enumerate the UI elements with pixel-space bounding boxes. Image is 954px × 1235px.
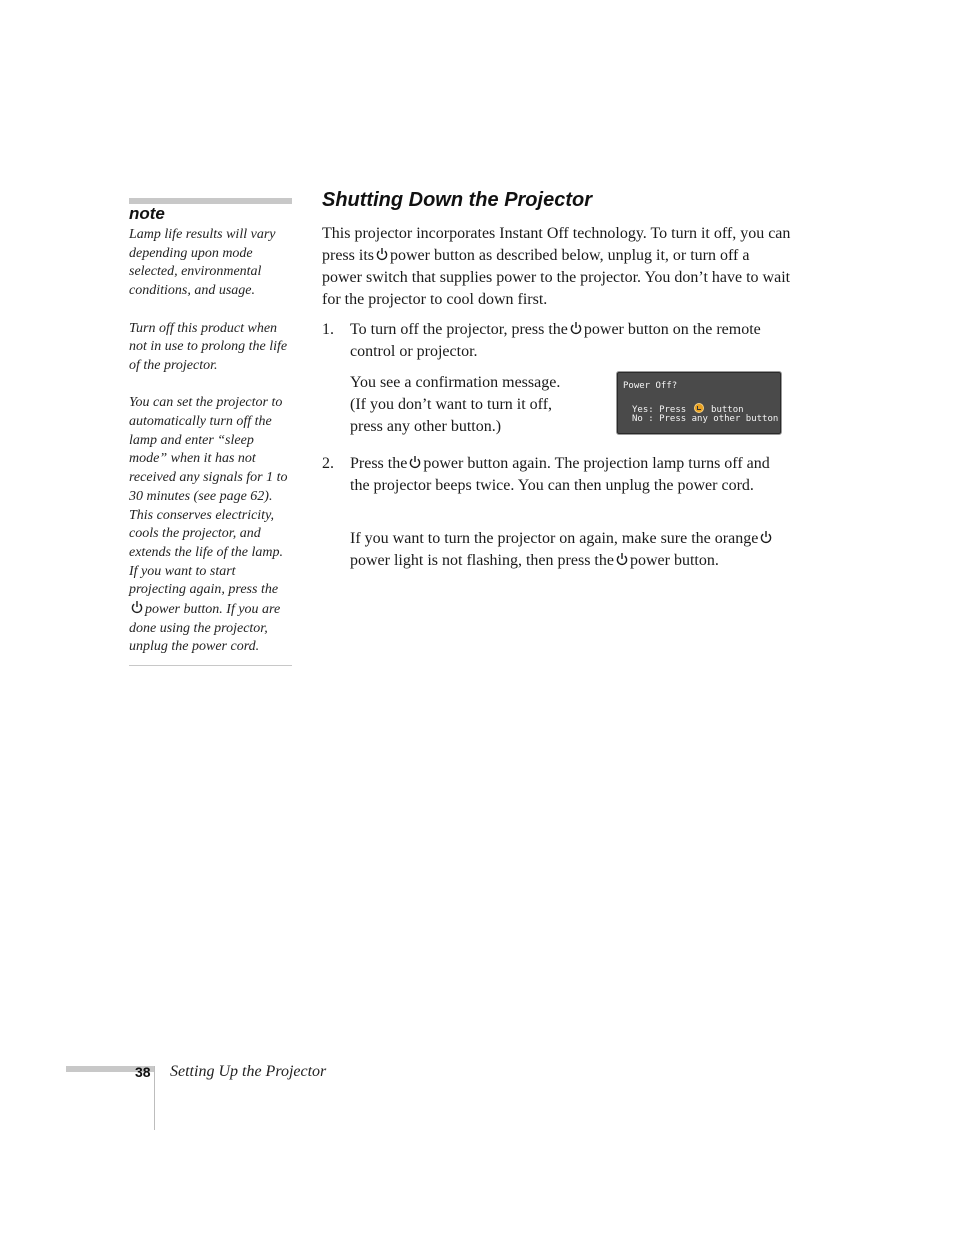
screen-no-line: No : Press any other button [632,414,779,424]
note-paragraph: You can set the projector to automatically turn off the lamp and enter “sleep mode” when it has not received any signals for 1 to 30 minutes (see page 62). This conserves electricity, cools the projector, and extends the life of the lamp. If you want to start projecting again, press thepower button. If you are done using the projector, unplug the power cord. [129,395,288,655]
power-icon [570,321,582,335]
power-icon [409,455,421,469]
step-text: To turn off the projector, press the power button on the remote control or projector. [350,321,761,360]
section-heading: Shutting Down the Projector [322,189,592,211]
power-off-confirmation-screen [616,371,782,435]
step-number: 2. [322,455,334,472]
step-number: 1. [322,321,334,338]
footer-section-name: Setting Up the Projector [170,1063,327,1080]
power-icon [131,600,143,614]
confirmation-paragraph: You see a confirmation message. (If you don’t want to turn it off, press any other button.) [350,374,561,435]
note-paragraph: Lamp life results will vary depending upon mode selected, environmental conditions, and usage. [129,227,276,299]
screen-title: Power Off? [623,381,678,391]
power-icon [376,247,388,261]
note-title: note [129,204,165,223]
step-2 [322,453,792,497]
note-body [129,226,294,657]
step-1 [322,319,792,363]
enter-button-icon [694,403,704,413]
power-icon [760,530,772,544]
step-text: Press the power button again. The projection lamp turns off and the projector beeps twice. You can then unplug the power cord. [350,455,770,494]
restart-paragraph: If you want to turn the projector on again, make sure the orangepower light is not flashing, then press the power button. [350,528,792,572]
page-number: 38 [135,1064,151,1080]
note-bottom-rule [129,665,292,666]
power-icon [616,552,628,566]
footer-vertical-rule [154,1066,155,1130]
note-paragraph: Turn off this product when not in use to prolong the life of the projector. [129,320,288,373]
screen-yes-line: Yes: Press button [632,405,744,415]
intro-paragraph: This projector incorporates Instant Off technology. To turn it off, you can press its power button as described below, unplug it, or turn off a power switch that supplies power to the projector. You don’t have to wait for the projector to cool down first. [322,225,791,308]
